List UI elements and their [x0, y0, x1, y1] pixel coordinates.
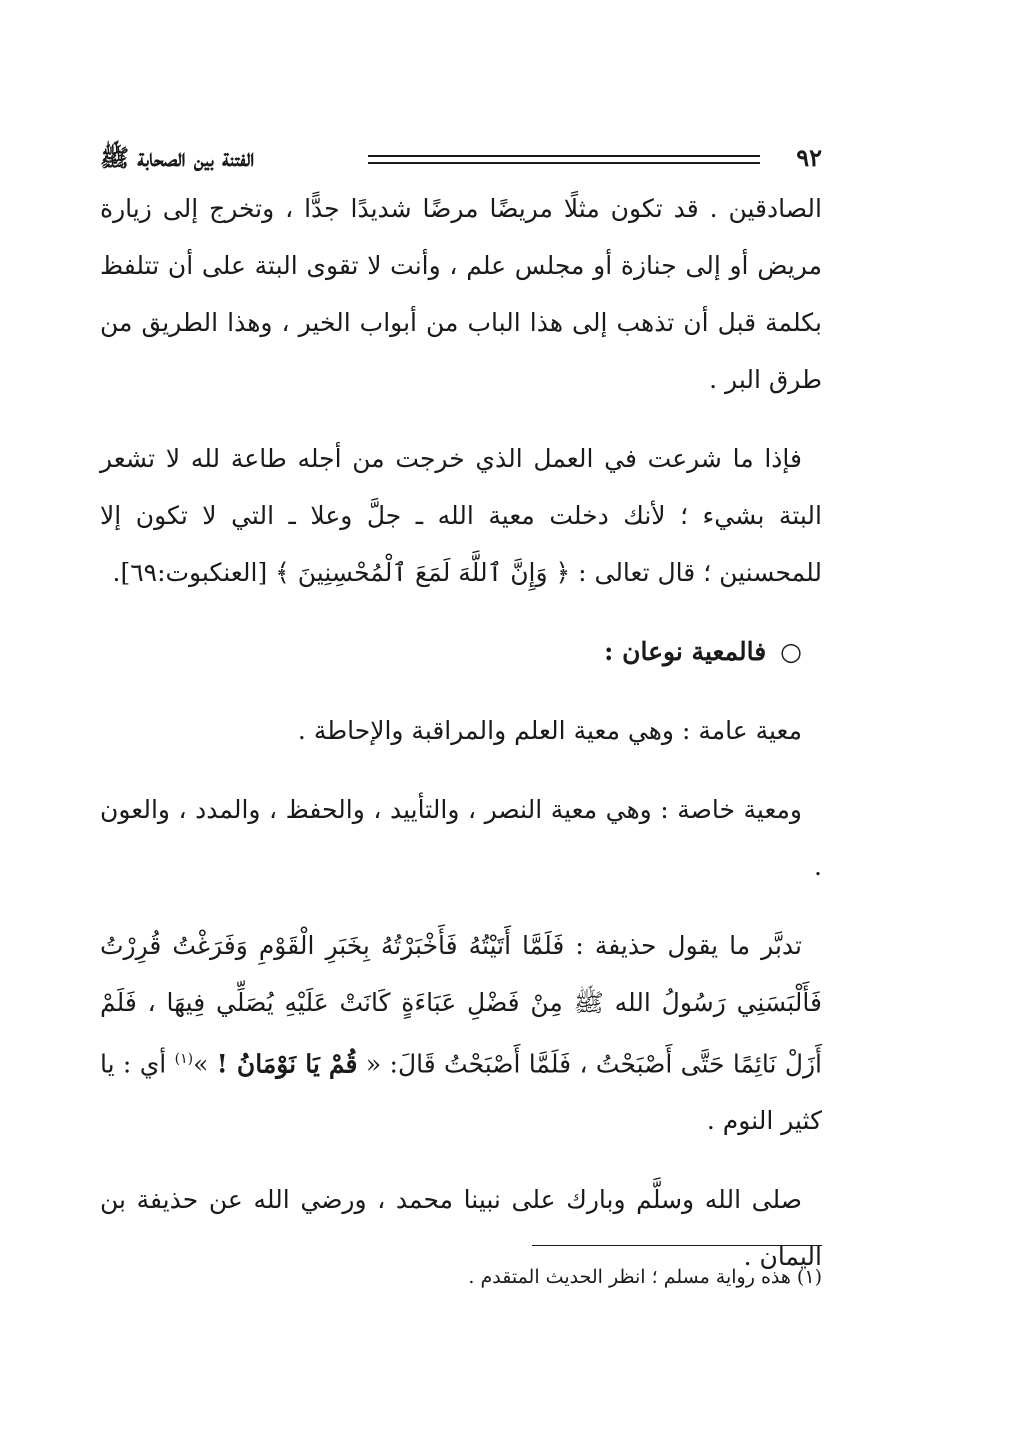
hadith-quote: فَلَمَّا أَتَيْتُهُ فَأَخْبَرْتُهُ بِخَبَرِ الْقَوْمِ وَفَرَغْتُ قُرِرْتُ فَأَلْبَسَنِي رَسُولُ الله ﷺ مِنْ فَضْلِ عَبَاءَةٍ كَانَتْ عَلَيْهِ يُصَلِّي فِيهَا ، فَلَمْ أَزَلْ نَائِمًا حَتَّى أَصْبَحْتُ ، فَلَمَّا أَصْبَحْتُ قَالَ: « [100, 931, 823, 1079]
footnote: (١) هذه رواية مسلم ؛ انظر الحديث المتقدم . [468, 1266, 822, 1288]
paragraph-3: معية عامة : وهي معية العلم والمراقبة والإحاطة . [297, 716, 802, 745]
header-rule [368, 155, 760, 164]
footnote-reference: (١) [174, 1051, 194, 1067]
paragraph-5 [100, 917, 822, 1149]
paragraph-6: صلى الله وسلَّم وبارك على نبينا محمد ، ورضي الله عن حذيفة بن اليمان . [100, 1185, 822, 1272]
section-heading [100, 623, 822, 680]
footnote-rule [532, 1245, 822, 1246]
heading-text: فالمعية نوعان : [604, 637, 767, 666]
circle-bullet-icon: ○ [780, 637, 802, 666]
paragraph-5-intro: تدبَّر ما يقول حذيفة : [564, 931, 802, 960]
paragraph-1: الصادقين . قد تكون مثلًا مريضًا مرضًا شديدًا جدًّا ، وتخرج إلى زيارة مريض أو إلى جنازة أو مجلس علم ، وأنت لا تقوى البتة على أن تتلفظ بكلمة قبل أن تذهب إلى هذا الباب من أبواب الخير ، وهذا الطريق من طرق البر . [100, 194, 822, 394]
running-header [100, 140, 822, 180]
body-text [100, 180, 822, 1307]
page-number: ٩٢ [796, 143, 822, 172]
paragraph-5-tail: أي : يا كثير النوم . [100, 1049, 822, 1136]
hadith-bold-phrase: قُمْ يَا نَوْمَانُ ! [216, 1049, 358, 1079]
paragraph-4: ومعية خاصة : وهي معية النصر ، والتأييد ، والحفظ ، والمدد ، والعون . [100, 795, 822, 881]
hadith-close-quote: » [193, 1049, 217, 1079]
book-title: الفتنة بين الصحابة ﷺ [100, 143, 255, 172]
paragraph-2: فإذا ما شرعت في العمل الذي خرجت من أجله طاعة لله لا تشعر البتة بشيء ؛ لأنك دخلت معية الله ـ جلَّ وعلا ـ التي لا تكون إلا للمحسنين ؛ قال تعالى : ﴿ وَإِنَّ ٱللَّهَ لَمَعَ ٱلْمُحْسِنِينَ ﴾ [العنكبوت:٦٩]. [100, 444, 822, 587]
